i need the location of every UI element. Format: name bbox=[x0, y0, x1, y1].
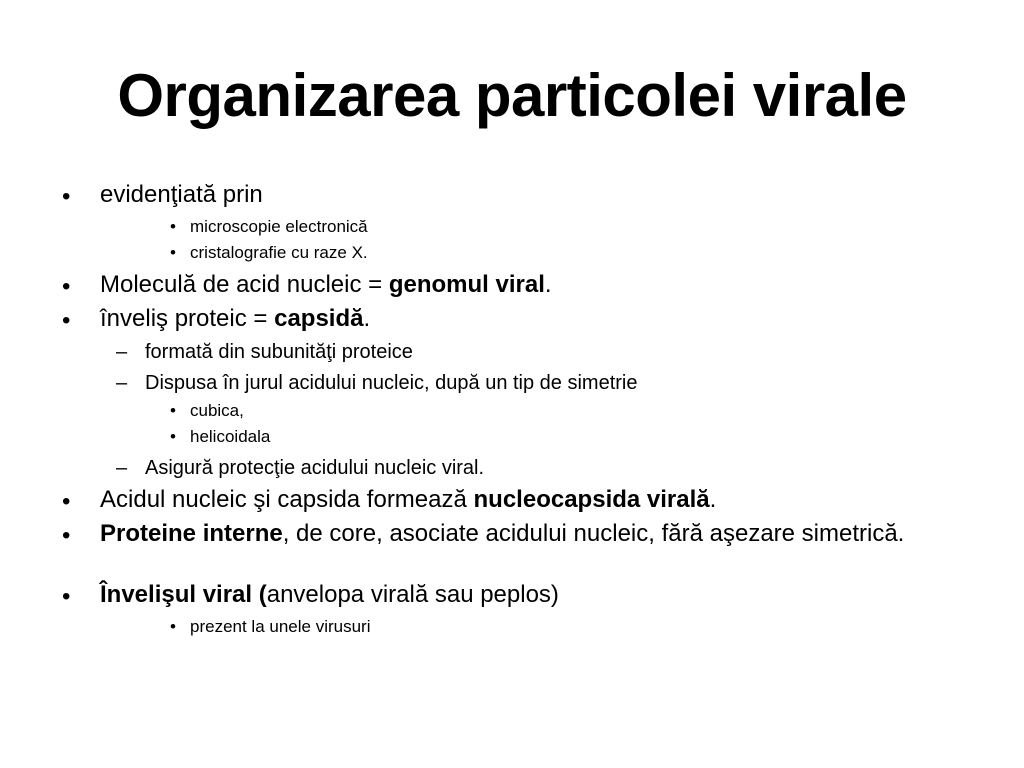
bold-term: Învelişul viral ( bbox=[100, 581, 267, 608]
bullet-marker: • bbox=[62, 583, 71, 610]
bullet-text: cubica, bbox=[190, 401, 244, 420]
bullet-text: cristalografie cu raze X. bbox=[190, 243, 368, 262]
bullet-text: Asigură protecţie acidului nucleic viral. bbox=[145, 457, 485, 479]
bullet-marker: • bbox=[62, 273, 71, 300]
dash-marker: – bbox=[116, 372, 128, 394]
bullet-text bbox=[100, 487, 980, 513]
bullet-marker: • bbox=[170, 401, 176, 420]
bullet-text: prezent la unele virusuri bbox=[190, 617, 371, 636]
bold-term: capsidă bbox=[274, 305, 364, 332]
text-run: Moleculă de acid nucleic = bbox=[100, 271, 389, 298]
text-run: anvelopa virală sau peplos) bbox=[266, 581, 559, 608]
slide-title: Organizarea particolei virale bbox=[117, 62, 907, 129]
bullet-text: evidenţiată prin bbox=[100, 181, 263, 208]
text-run: . bbox=[709, 486, 717, 513]
bold-term: nucleocapsida virală bbox=[473, 486, 710, 513]
text-run: . bbox=[363, 305, 371, 332]
bullet-marker: • bbox=[170, 427, 176, 446]
bullet-text bbox=[100, 521, 940, 547]
bullet-marker: • bbox=[62, 183, 71, 210]
text-run: înveliş proteic = bbox=[100, 305, 275, 332]
bullet-marker: • bbox=[62, 488, 71, 515]
bullet-marker: • bbox=[62, 307, 71, 334]
text-run: Acidul nucleic şi capsida formează bbox=[100, 486, 474, 513]
bullet-marker: • bbox=[170, 617, 176, 636]
bullet-marker: • bbox=[170, 217, 176, 236]
bold-term: genomul viral bbox=[388, 271, 545, 298]
dash-marker: – bbox=[116, 457, 128, 479]
bullet-marker: • bbox=[62, 522, 71, 549]
bullet-text: helicoidala bbox=[190, 427, 271, 446]
bullet-text: microscopie electronică bbox=[190, 217, 368, 236]
bullet-text bbox=[100, 306, 980, 332]
bullet-text bbox=[100, 272, 980, 298]
text-run: , de core, asociate acidului nucleic, fără aşezare simetrică. bbox=[282, 520, 905, 547]
bullet-text bbox=[100, 582, 980, 608]
dash-marker: – bbox=[116, 341, 128, 363]
bullet-marker: • bbox=[170, 243, 176, 262]
bullet-text: formată din subunităţi proteice bbox=[145, 341, 413, 363]
bullet-text: Dispusa în jurul acidului nucleic, după un tip de simetrie bbox=[145, 372, 638, 394]
bold-term: Proteine interne bbox=[100, 520, 283, 547]
text-run: . bbox=[544, 271, 552, 298]
